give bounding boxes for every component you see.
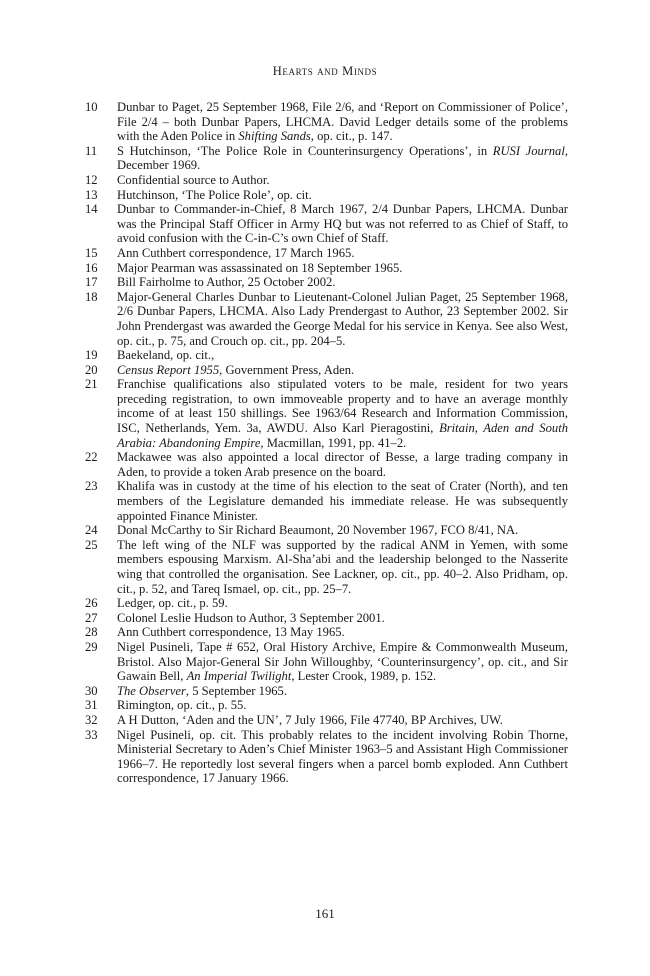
endnote-text — [117, 713, 568, 728]
endnote-number: 11 — [85, 143, 98, 158]
endnote-text-segment: Rimington, op. cit., p. 55. — [117, 698, 247, 713]
endnote-text — [117, 202, 568, 246]
endnote-item — [85, 523, 568, 538]
endnote-item — [85, 479, 568, 523]
endnote-number: 24 — [85, 523, 98, 538]
endnote-text-segment: , Government Press, Aden. — [219, 362, 355, 377]
endnote-number: 20 — [85, 362, 98, 377]
endnote-item — [85, 596, 568, 611]
endnote-text-segment: Hutchinson, ‘The Police Role’, op. cit. — [117, 187, 312, 202]
endnote-text-segment: The left wing of the NLF was supported by the radical ANM in Yemen, with some members espousing Marxism. Al-Sha’abi and the leadership belonged to the Nasserite wing that controlled the organisation. See Lackner, op. cit., pp. 40–2. Also Pridham, op. cit., p. 52, and Tareq Ismael, op. cit., pp. 25–7. — [117, 537, 568, 596]
endnote-item — [85, 100, 568, 144]
endnote-text-segment: Khalifa was in custody at the time of his election to the seat of Crater (North), and ten members of the Legislature demanded his immediate release. He was subsequently appointed Finance Minister. — [117, 479, 568, 523]
endnote-item — [85, 363, 568, 378]
endnote-text-segment: A H Dutton, ‘Aden and the UN’, 7 July 1966, File 47740, BP Archives, UW. — [117, 712, 503, 727]
endnote-text — [117, 450, 568, 479]
endnote-item — [85, 246, 568, 261]
endnote-text-segment: S Hutchinson, ‘The Police Role in Counterinsurgency Operations’, in — [117, 143, 493, 158]
endnote-text-segment: Ann Cuthbert correspondence, 17 March 1965. — [117, 245, 355, 260]
endnote-item — [85, 290, 568, 348]
endnote-text — [117, 596, 568, 611]
endnote-text — [117, 188, 568, 203]
endnote-number: 23 — [85, 479, 98, 494]
endnote-text-segment: Mackawee was also appointed a local director of Besse, a large trading company in Aden, to provide a token Arab presence on the board. — [117, 450, 568, 479]
endnote-item — [85, 698, 568, 713]
endnote-text — [117, 625, 568, 640]
endnote-text-segment: , December 1969. — [117, 143, 568, 173]
endnote-text-segment: Dunbar to Commander-in-Chief, 8 March 1967, 2/4 Dunbar Papers, LHCMA. Dunbar was the Principal Staff Officer in Army HQ but was not referred to as Chief of Staff, to avoid confusion with the C-in-C’s own Chief of Staff. — [117, 202, 568, 246]
endnote-text — [117, 290, 568, 348]
endnote-item — [85, 713, 568, 728]
endnote-italic-title: The Observer — [117, 683, 186, 698]
endnote-text — [117, 523, 568, 538]
endnote-text-segment: Bill Fairholme to Author, 25 October 2002. — [117, 275, 336, 290]
endnote-number: 29 — [85, 639, 98, 654]
endnote-number: 12 — [85, 172, 98, 187]
endnote-item — [85, 348, 568, 363]
endnote-item — [85, 684, 568, 699]
endnote-number: 30 — [85, 683, 98, 698]
endnote-number: 10 — [85, 100, 98, 114]
endnote-number: 25 — [85, 537, 98, 552]
endnote-text — [117, 144, 568, 173]
endnote-text — [117, 246, 568, 261]
endnote-text — [117, 698, 568, 713]
endnote-number: 31 — [85, 698, 98, 713]
endnote-italic-title: Britain, Aden and South Arabia: Abandoning Empire — [117, 421, 568, 450]
endnote-number: 22 — [85, 450, 98, 465]
endnote-number: 15 — [85, 245, 98, 260]
endnote-text-segment: Ann Cuthbert correspondence, 13 May 1965. — [117, 625, 345, 640]
endnote-number: 16 — [85, 260, 98, 275]
endnote-text-segment: , Macmillan, 1991, pp. 41–2. — [260, 435, 407, 450]
endnote-item — [85, 611, 568, 626]
endnote-text — [117, 728, 568, 786]
endnote-text — [117, 363, 568, 378]
endnote-text-segment: Confidential source to Author. — [117, 172, 270, 187]
endnote-italic-title: Shifting Sands — [238, 129, 311, 144]
endnote-text — [117, 611, 568, 626]
endnote-text-segment: , op. cit., p. 147. — [310, 129, 393, 144]
endnote-text — [117, 377, 568, 450]
endnote-item — [85, 728, 568, 786]
endnote-text — [117, 173, 568, 188]
endnote-text-segment: Nigel Pusineli, op. cit. This probably relates to the incident involving Robin Thorne, Ministerial Secretary to Aden’s Chief Minister 1963–5 and Assistant High Commissioner 1966–7. He reportedly lost several fingers when a parcel bomb exploded. Ann Cuthbert correspondence, 17 January 1966. — [117, 727, 568, 786]
endnote-number: 17 — [85, 275, 98, 290]
endnote-item — [85, 173, 568, 188]
endnote-text-segment: Dunbar to Paget, 25 September 1968, File 2/6, and ‘Report on Commissioner of Police’, File 2/4 – both Dunbar Papers, LHCMA. David Ledger details some of the problems with the Aden Police in — [117, 100, 568, 144]
endnotes-list — [85, 100, 568, 786]
endnote-item — [85, 275, 568, 290]
endnote-text-segment: Baekeland, op. cit., — [117, 348, 215, 363]
endnote-italic-title: An Imperial Twilight — [186, 669, 292, 684]
endnote-text — [117, 100, 568, 144]
endnote-number: 19 — [85, 348, 98, 363]
endnote-text — [117, 479, 568, 523]
endnote-item — [85, 450, 568, 479]
endnote-text — [117, 640, 568, 684]
endnote-text-segment: , Lester Crook, 1989, p. 152. — [291, 669, 437, 684]
endnote-text-segment: Nigel Pusineli, Tape # 652, Oral History Archive, Empire & Commonwealth Museum, Bristol. Also Major-General Sir John Willoughby, ‘Counterinsurgency’, op. cit., and Sir Gawain Bell, — [117, 639, 568, 684]
endnote-text-segment: Ledger, op. cit., p. 59. — [117, 596, 228, 611]
endnote-number: 26 — [85, 596, 98, 611]
endnote-number: 33 — [85, 727, 98, 742]
endnote-item — [85, 538, 568, 596]
endnote-number: 32 — [85, 712, 98, 727]
endnote-text — [117, 275, 568, 290]
endnote-number: 21 — [85, 377, 98, 392]
page-number: 161 — [315, 906, 335, 921]
endnote-item — [85, 625, 568, 640]
endnote-text — [117, 684, 568, 699]
endnote-number: 13 — [85, 187, 98, 202]
endnote-item — [85, 261, 568, 276]
endnote-item — [85, 640, 568, 684]
endnote-number: 27 — [85, 610, 98, 625]
endnote-italic-title: Census Report 1955 — [117, 362, 220, 377]
endnote-text-segment: Major-General Charles Dunbar to Lieutenant-Colonel Julian Paget, 25 September 1968, 2/6 Dunbar Papers, LHCMA. Also Lady Prendergast to Author, 23 September 2002. Sir John Prendergast was awarded the George Medal for his service in Kenya. See also West, op. cit., p. 75, and Crouch op. cit., pp. 204–5. — [117, 289, 568, 348]
endnote-italic-title: RUSI Journal — [492, 143, 565, 158]
endnote-text — [117, 348, 568, 363]
endnote-item — [85, 188, 568, 203]
endnote-item — [85, 202, 568, 246]
endnote-text-segment: Colonel Leslie Hudson to Author, 3 September 2001. — [117, 610, 385, 625]
endnote-item — [85, 377, 568, 450]
running-head: Hearts and Minds — [272, 64, 378, 78]
endnote-text — [117, 261, 568, 276]
endnote-text — [117, 538, 568, 596]
endnote-text-segment: Major Pearman was assassinated on 18 September 1965. — [117, 260, 403, 275]
endnote-text-segment: Franchise qualifications also stipulated voters to be male, resident for two years preceding registration, to own immoveable property and to have an average monthly income of at least 150 shillings. See 1963/64 Research and Information Commission, ISC, Netherlands, Yem. 3a, AWDU. Also Karl Pieragostini, — [117, 377, 568, 436]
endnote-text-segment: , 5 September 1965. — [185, 683, 287, 698]
endnote-number: 28 — [85, 625, 98, 640]
endnote-item — [85, 144, 568, 173]
endnote-number: 14 — [85, 202, 98, 217]
endnote-text-segment: Donal McCarthy to Sir Richard Beaumont, 20 November 1967, FCO 8/41, NA. — [117, 523, 519, 538]
endnote-number: 18 — [85, 289, 98, 304]
